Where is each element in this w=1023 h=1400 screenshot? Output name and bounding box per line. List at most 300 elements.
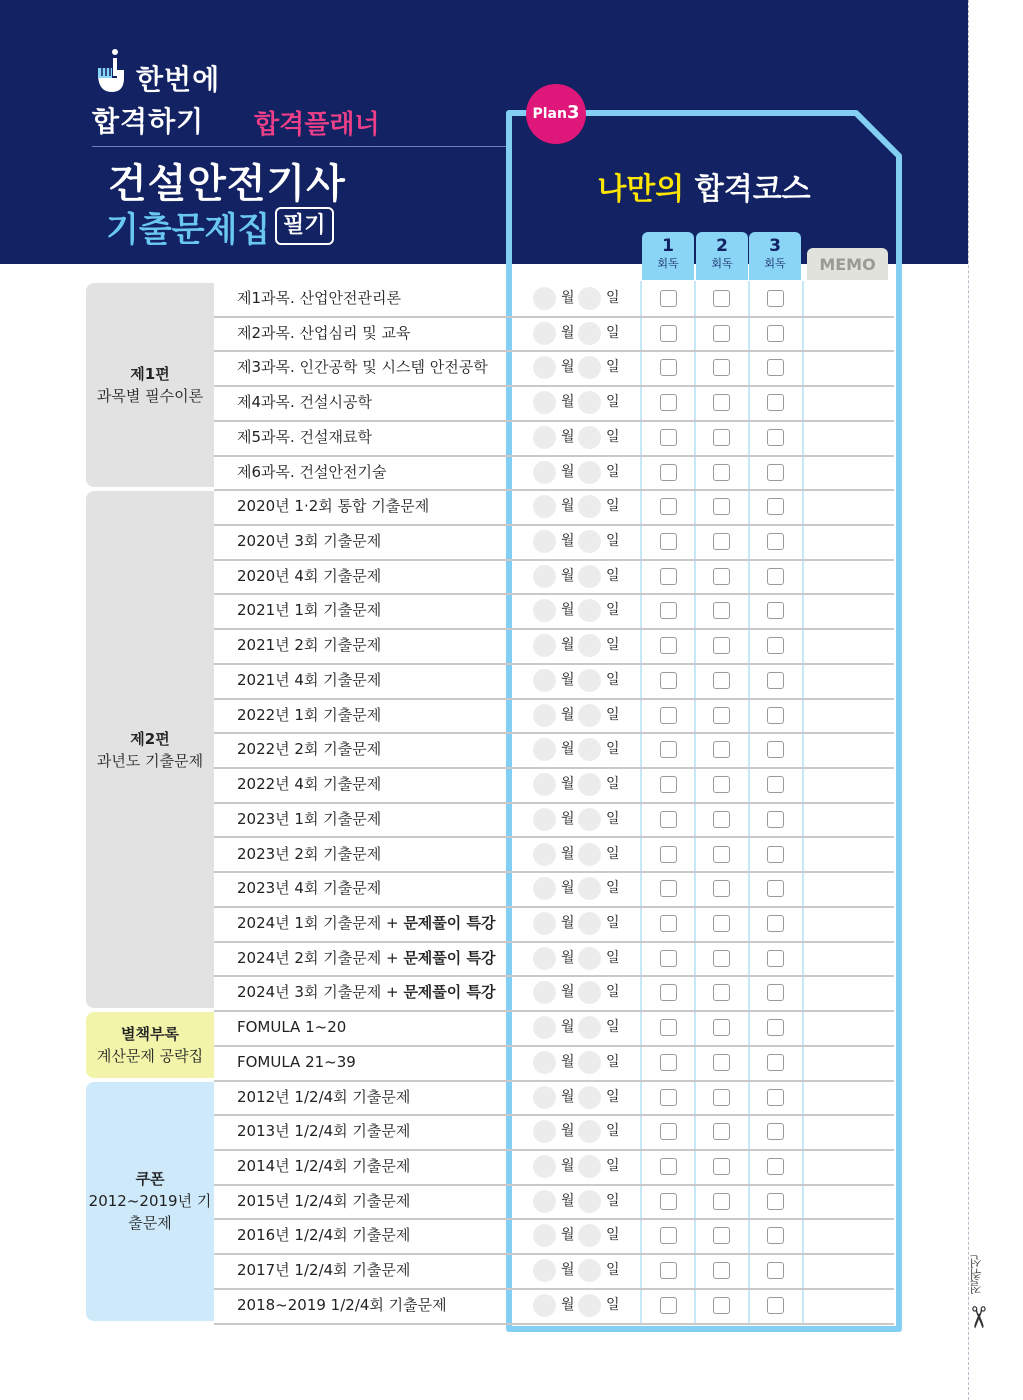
month-label: 월 [561, 984, 575, 1001]
row-title: 제6과목. 건설안전기술 [237, 462, 387, 481]
scissors-icon: ✂ [960, 1304, 996, 1331]
round-1-checkbox[interactable] [660, 707, 677, 724]
round-1-checkbox[interactable] [660, 637, 677, 654]
month-label: 월 [561, 1262, 575, 1279]
round-3-checkbox[interactable] [767, 1227, 784, 1244]
month-label: 월 [561, 602, 575, 619]
round-3-checkbox[interactable] [767, 811, 784, 828]
round-3-checkbox[interactable] [767, 672, 784, 689]
row-title: 2017년 1/2/4회 기출문제 [237, 1261, 411, 1280]
day-label: 일 [606, 984, 620, 1001]
round-1-checkbox[interactable] [660, 811, 677, 828]
memo-cell[interactable] [804, 769, 890, 799]
month-label: 월 [561, 567, 575, 584]
plan-row [214, 593, 894, 630]
day-input[interactable] [578, 634, 601, 657]
round-1-checkbox[interactable] [660, 846, 677, 863]
memo-cell[interactable] [804, 352, 890, 382]
row-title: 2023년 1회 기출문제 [237, 809, 382, 828]
month-input[interactable] [533, 1051, 556, 1074]
month-label: 월 [561, 1192, 575, 1209]
section-label [86, 1082, 214, 1321]
day-input[interactable] [578, 530, 601, 553]
month-input[interactable] [533, 565, 556, 588]
month-input[interactable] [533, 843, 556, 866]
round-3-checkbox[interactable] [767, 498, 784, 515]
plan-row [214, 1045, 894, 1082]
round-1-checkbox[interactable] [660, 1054, 677, 1071]
round-3-checkbox[interactable] [767, 984, 784, 1001]
day-label: 일 [606, 914, 620, 931]
day-label: 일 [606, 533, 620, 550]
round-2-checkbox[interactable] [713, 325, 730, 342]
round-3-checkbox[interactable] [767, 1262, 784, 1279]
section-label [86, 283, 214, 487]
day-label: 일 [606, 428, 620, 445]
month-label: 월 [561, 428, 575, 445]
day-label: 일 [606, 1123, 620, 1140]
month-label: 월 [561, 1123, 575, 1140]
day-input[interactable] [578, 1294, 601, 1317]
round-2-checkbox[interactable] [713, 359, 730, 376]
month-label: 월 [561, 706, 575, 723]
day-label: 일 [606, 1158, 620, 1174]
month-input[interactable] [533, 704, 556, 727]
day-input[interactable] [578, 287, 601, 310]
memo-cell[interactable] [804, 1012, 890, 1042]
month-input[interactable] [533, 461, 556, 484]
row-title: 제4과목. 건설시공학 [237, 393, 373, 412]
pointing-hand-icon [92, 48, 130, 96]
memo-cell[interactable] [804, 943, 890, 973]
plan-row [214, 524, 894, 561]
month-label: 월 [561, 359, 575, 376]
round-1-checkbox[interactable] [660, 1193, 677, 1210]
day-input[interactable] [578, 947, 601, 970]
plan-row [214, 559, 894, 596]
day-input[interactable] [578, 565, 601, 588]
row-title: 제1과목. 산업안전관리론 [237, 289, 401, 307]
day-input[interactable] [578, 1155, 601, 1178]
round-3-checkbox[interactable] [767, 1123, 784, 1140]
day-input[interactable] [578, 738, 601, 761]
memo-cell[interactable] [804, 873, 890, 903]
day-label: 일 [606, 949, 620, 966]
round-3-checkbox[interactable] [767, 568, 784, 585]
plan-row [214, 871, 894, 908]
round-1-checkbox[interactable] [660, 915, 677, 932]
month-input[interactable] [533, 1259, 556, 1282]
round-1-checkbox[interactable] [660, 950, 677, 967]
row-title: 제5과목. 건설재료학 [237, 427, 373, 446]
round-3-checkbox[interactable] [767, 1019, 784, 1036]
month-label: 월 [561, 1019, 575, 1036]
month-label: 월 [561, 949, 575, 966]
memo-cell[interactable] [804, 1116, 890, 1146]
row-title: 2020년 1·2회 통합 기출문제 [237, 497, 430, 516]
day-label: 일 [606, 498, 620, 515]
row-title: 2023년 2회 기출문제 [237, 844, 382, 863]
memo-cell[interactable] [804, 908, 890, 938]
section-description: 계산문제 공략집 [96, 1046, 204, 1065]
day-label: 일 [606, 1296, 620, 1313]
memo-cell[interactable] [804, 283, 890, 313]
round-2-checkbox[interactable] [713, 602, 730, 619]
month-input[interactable] [533, 1190, 556, 1213]
round-1-checkbox[interactable] [660, 776, 677, 793]
day-input[interactable] [578, 356, 601, 379]
round-2-checkbox[interactable] [713, 915, 730, 932]
day-input[interactable] [578, 322, 601, 345]
round-2-checkbox[interactable] [713, 741, 730, 758]
day-input[interactable] [578, 1259, 601, 1282]
day-label: 일 [606, 671, 620, 688]
round-3-checkbox[interactable] [767, 707, 784, 724]
round-3-checkbox[interactable] [767, 464, 784, 481]
memo-cell[interactable] [804, 977, 890, 1007]
plan-badge: Plan3 [526, 84, 586, 144]
plan-row [214, 350, 894, 387]
month-label: 월 [561, 498, 575, 515]
month-input[interactable] [533, 530, 556, 553]
section-name: 제1편 [130, 365, 170, 384]
round-2-checkbox[interactable] [713, 464, 730, 481]
day-label: 일 [606, 1262, 620, 1279]
day-input[interactable] [578, 495, 601, 518]
plan-row [214, 802, 894, 839]
round-2-checkbox[interactable] [713, 1262, 730, 1279]
round-2-checkbox[interactable] [713, 1193, 730, 1210]
round-3-checkbox[interactable] [767, 776, 784, 793]
month-input[interactable] [533, 912, 556, 935]
round-1-checkbox[interactable] [660, 394, 677, 411]
round-3-checkbox[interactable] [767, 429, 784, 446]
month-label: 월 [561, 637, 575, 654]
memo-cell[interactable] [804, 318, 890, 348]
round-1-checkbox[interactable] [660, 672, 677, 689]
round-1-checkbox[interactable] [660, 359, 677, 376]
month-label: 월 [561, 1227, 575, 1244]
row-title: 2021년 4회 기출문제 [237, 670, 382, 689]
month-input[interactable] [533, 808, 556, 831]
day-label: 일 [606, 706, 620, 723]
memo-cell[interactable] [804, 734, 890, 764]
round-1-checkbox[interactable] [660, 1019, 677, 1036]
course-title-highlight: 나만의 [597, 172, 685, 207]
month-input[interactable] [533, 426, 556, 449]
month-label: 월 [561, 880, 575, 897]
day-label: 일 [606, 1192, 620, 1209]
round-3-checkbox[interactable] [767, 290, 784, 307]
month-label: 월 [561, 1053, 575, 1070]
memo-cell[interactable] [804, 526, 890, 556]
round-1-checkbox[interactable] [660, 602, 677, 619]
row-title: 2014년 1/2/4회 기출문제 [237, 1157, 411, 1175]
plan-row [214, 628, 894, 665]
day-input[interactable] [578, 877, 601, 900]
day-label: 일 [606, 776, 620, 793]
round-1-checkbox[interactable] [660, 1123, 677, 1140]
day-label: 일 [606, 290, 620, 306]
day-input[interactable] [578, 704, 601, 727]
round-3-checkbox[interactable] [767, 325, 784, 342]
day-input[interactable] [578, 461, 601, 484]
day-input[interactable] [578, 912, 601, 935]
row-title: 2022년 4회 기출문제 [237, 775, 382, 794]
memo-cell[interactable] [804, 457, 890, 487]
memo-cell[interactable] [804, 1186, 890, 1216]
title-divider [92, 146, 510, 147]
round-2-checkbox[interactable] [713, 950, 730, 967]
month-input[interactable] [533, 495, 556, 518]
memo-cell[interactable] [804, 561, 890, 591]
plan-row [214, 1114, 894, 1151]
course-title-rest: 합격코스 [694, 172, 811, 207]
section-name: 쿠폰 [135, 1170, 165, 1189]
day-input[interactable] [578, 1120, 601, 1143]
plan-row [214, 1218, 894, 1255]
round-3-checkbox[interactable] [767, 359, 784, 376]
round-1-checkbox[interactable] [660, 498, 677, 515]
month-input[interactable] [533, 287, 556, 310]
day-input[interactable] [578, 1086, 601, 1109]
section-name: 별책부록 [121, 1024, 179, 1043]
month-input[interactable] [533, 981, 556, 1004]
round-3-checkbox[interactable] [767, 637, 784, 654]
day-label: 일 [606, 1088, 620, 1105]
round-2-checkbox[interactable] [713, 1158, 730, 1175]
row-title: 2020년 3회 기출문제 [237, 532, 382, 551]
round-2-checkbox[interactable] [713, 1054, 730, 1071]
round-1-checkbox[interactable] [660, 464, 677, 481]
round-3-checkbox[interactable] [767, 1158, 784, 1175]
round-1-checkbox[interactable] [660, 290, 677, 307]
plan-row [214, 663, 894, 700]
month-label: 월 [561, 1088, 575, 1105]
row-title: 2021년 1회 기출문제 [237, 601, 382, 620]
month-input[interactable] [533, 947, 556, 970]
round-1-checkbox[interactable] [660, 325, 677, 342]
round-2-checkbox[interactable] [713, 984, 730, 1001]
round-1-checkbox[interactable] [660, 568, 677, 585]
round-1-checkbox[interactable] [660, 1297, 677, 1314]
row-title: 2022년 1회 기출문제 [237, 705, 382, 724]
month-input[interactable] [533, 599, 556, 622]
month-label: 월 [561, 914, 575, 931]
month-input[interactable] [533, 391, 556, 414]
row-title: 2020년 4회 기출문제 [237, 566, 382, 585]
memo-tab: MEMO [807, 248, 888, 280]
round-2-checkbox[interactable] [713, 498, 730, 515]
row-title: 2013년 1/2/4회 기출문제 [237, 1122, 411, 1141]
round-2-checkbox[interactable] [713, 1089, 730, 1106]
memo-cell[interactable] [804, 804, 890, 834]
month-input[interactable] [533, 1224, 556, 1247]
row-title: 2021년 2회 기출문제 [237, 636, 382, 655]
day-input[interactable] [578, 669, 601, 692]
round-3-checkbox[interactable] [767, 602, 784, 619]
round-3-checkbox[interactable] [767, 394, 784, 411]
plan-row [214, 837, 894, 874]
month-input[interactable] [533, 1294, 556, 1317]
memo-cell[interactable] [804, 1220, 890, 1250]
round-1-checkbox[interactable] [660, 880, 677, 897]
plan-row [214, 1010, 894, 1047]
month-label: 월 [561, 776, 575, 793]
day-input[interactable] [578, 1051, 601, 1074]
logo-text-bottom: 합격하기 [92, 105, 205, 138]
memo-cell[interactable] [804, 491, 890, 521]
round-1-checkbox[interactable] [660, 429, 677, 446]
day-label: 일 [606, 567, 620, 584]
round-2-checkbox[interactable] [713, 568, 730, 585]
row-title: 2024년 2회 기출문제 + 문제풀이 특강 [237, 948, 496, 967]
month-label: 월 [561, 324, 575, 341]
memo-cell[interactable] [804, 1082, 890, 1112]
month-input[interactable] [533, 1016, 556, 1039]
plan-row [214, 1288, 894, 1325]
memo-cell[interactable] [804, 1255, 890, 1285]
memo-cell[interactable] [804, 630, 890, 660]
round-2-checkbox[interactable] [713, 776, 730, 793]
month-input[interactable] [533, 773, 556, 796]
plan-row [214, 281, 894, 318]
month-label: 월 [561, 845, 575, 862]
memo-cell[interactable] [804, 700, 890, 730]
day-label: 일 [606, 880, 620, 897]
memo-cell[interactable] [804, 839, 890, 869]
memo-cell[interactable] [804, 387, 890, 417]
day-label: 일 [606, 463, 620, 480]
plan-row [214, 975, 894, 1012]
cut-line-label: 절취선 [970, 1255, 985, 1294]
month-input[interactable] [533, 322, 556, 345]
round-3-checkbox[interactable] [767, 950, 784, 967]
planner-label: 합격플래너 [254, 110, 380, 140]
row-title: 2016년 1/2/4회 기출문제 [237, 1226, 411, 1245]
round-tab-1: 1 회독 [642, 232, 694, 280]
book-title: 건설안전기사 [108, 161, 346, 207]
plan-row [214, 732, 894, 769]
round-2-checkbox[interactable] [713, 811, 730, 828]
plan-row [214, 1080, 894, 1117]
row-title: 2024년 1회 기출문제 + 문제풀이 특강 [237, 913, 496, 932]
round-2-checkbox[interactable] [713, 1297, 730, 1314]
round-3-checkbox[interactable] [767, 880, 784, 897]
day-input[interactable] [578, 391, 601, 414]
round-1-checkbox[interactable] [660, 1227, 677, 1244]
memo-cell[interactable] [804, 595, 890, 625]
round-2-checkbox[interactable] [713, 846, 730, 863]
month-input[interactable] [533, 1086, 556, 1109]
round-2-checkbox[interactable] [713, 880, 730, 897]
day-input[interactable] [578, 981, 601, 1004]
day-input[interactable] [578, 1224, 601, 1247]
day-input[interactable] [578, 1190, 601, 1213]
round-1-checkbox[interactable] [660, 741, 677, 758]
round-3-checkbox[interactable] [767, 533, 784, 550]
round-2-checkbox[interactable] [713, 707, 730, 724]
round-2-checkbox[interactable] [713, 672, 730, 689]
round-2-checkbox[interactable] [713, 394, 730, 411]
round-3-checkbox[interactable] [767, 741, 784, 758]
month-input[interactable] [533, 669, 556, 692]
round-2-checkbox[interactable] [713, 1227, 730, 1244]
section-label [86, 1012, 214, 1077]
month-input[interactable] [533, 356, 556, 379]
round-3-checkbox[interactable] [767, 1054, 784, 1071]
month-label: 월 [561, 533, 575, 550]
month-label: 월 [561, 741, 575, 758]
section-description: 과목별 필수이론 [96, 387, 204, 406]
round-2-checkbox[interactable] [713, 290, 730, 307]
day-input[interactable] [578, 843, 601, 866]
row-title: 2022년 2회 기출문제 [237, 740, 382, 759]
plan-row [214, 1253, 894, 1290]
month-input[interactable] [533, 738, 556, 761]
memo-cell[interactable] [804, 1290, 890, 1320]
plan-row [214, 455, 894, 492]
month-input[interactable] [533, 1120, 556, 1143]
course-title [511, 164, 897, 208]
day-input[interactable] [578, 599, 601, 622]
month-label: 월 [561, 394, 575, 411]
plan-row [214, 941, 894, 978]
round-1-checkbox[interactable] [660, 984, 677, 1001]
memo-cell[interactable] [804, 422, 890, 452]
plan-row [214, 489, 894, 526]
day-input[interactable] [578, 808, 601, 831]
round-3-checkbox[interactable] [767, 1193, 784, 1210]
round-2-checkbox[interactable] [713, 533, 730, 550]
round-1-checkbox[interactable] [660, 533, 677, 550]
round-1-checkbox[interactable] [660, 1262, 677, 1279]
plan-row [214, 1149, 894, 1186]
memo-cell[interactable] [804, 665, 890, 695]
month-input[interactable] [533, 1155, 556, 1178]
round-3-checkbox[interactable] [767, 915, 784, 932]
memo-cell[interactable] [804, 1151, 890, 1181]
day-label: 일 [606, 602, 620, 619]
round-3-checkbox[interactable] [767, 1089, 784, 1106]
day-label: 일 [606, 810, 620, 827]
day-input[interactable] [578, 426, 601, 449]
round-3-checkbox[interactable] [767, 1297, 784, 1314]
section-name: 제2편 [130, 729, 170, 748]
round-3-checkbox[interactable] [767, 846, 784, 863]
day-label: 일 [606, 637, 620, 654]
round-1-checkbox[interactable] [660, 1158, 677, 1175]
row-title: 2015년 1/2/4회 기출문제 [237, 1191, 411, 1210]
month-input[interactable] [533, 877, 556, 900]
round-2-checkbox[interactable] [713, 637, 730, 654]
row-title: 제2과목. 산업심리 및 교육 [237, 323, 411, 342]
day-input[interactable] [578, 1016, 601, 1039]
plan-row [214, 316, 894, 353]
day-input[interactable] [578, 773, 601, 796]
round-2-checkbox[interactable] [713, 429, 730, 446]
memo-cell[interactable] [804, 1047, 890, 1077]
month-label: 월 [561, 290, 575, 306]
row-title: 2023년 4회 기출문제 [237, 879, 382, 898]
round-2-checkbox[interactable] [713, 1123, 730, 1140]
section-label [86, 491, 214, 1008]
month-input[interactable] [533, 634, 556, 657]
round-1-checkbox[interactable] [660, 1089, 677, 1106]
day-label: 일 [606, 359, 620, 376]
round-2-checkbox[interactable] [713, 1019, 730, 1036]
day-label: 일 [606, 1053, 620, 1070]
